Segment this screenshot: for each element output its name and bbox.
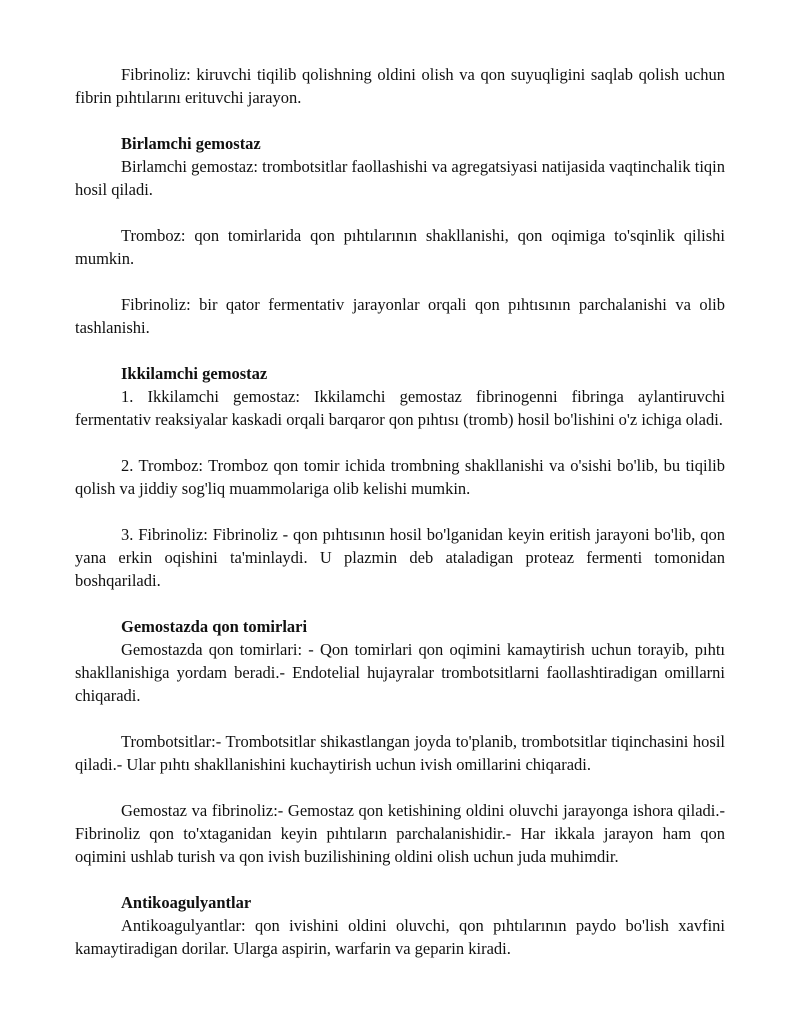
paragraph: Gemostazda qon tomirlari: - Qon tomirlari qon oqimini kamaytirish uchun torayib, pıhtı shakllanishiga yordam beradi.- Endotelial hujayralar trombotsitlarni faollashtiradigan omillarni chiqaradi. — [75, 640, 725, 705]
paragraph: Tromboz: qon tomirlarida qon pıhtılarının shakllanishi, qon oqimiga to'sqinlik qilishi mumkin. — [75, 226, 725, 268]
section-heading: Gemostazda qon tomirlari — [121, 617, 308, 636]
section-heading: Antikoagulyantlar — [121, 893, 252, 912]
section-heading: Ikkilamchi gemostaz — [121, 364, 268, 383]
paragraph: Birlamchi gemostaz: trombotsitlar faollashishi va agregatsiyasi natijasida vaqtinchalik tiqin hosil qiladi. — [75, 157, 725, 199]
paragraph: 1. Ikkilamchi gemostaz: Ikkilamchi gemostaz fibrinogenni fibringa aylantiruvchi fermentativ reaksiyalar kaskadi orqali barqaror qon pıhtısı (tromb) hosil bo'lishini o'z ichiga oladi. — [75, 387, 725, 429]
section-heading: Birlamchi gemostaz — [121, 134, 261, 153]
paragraph: Antikoagulyantlar: qon ivishini oldini oluvchi, qon pıhtılarının paydo bo'lish xavfini kamaytiradigan dorilar. Ularga aspirin, warfarin va geparin kiradi. — [75, 916, 725, 958]
paragraph: Fibrinoliz: kiruvchi tiqilib qolishning oldini olish va qon suyuqligini saqlab qolish uchun fibrin pıhtılarını erituvchi jarayon. — [75, 65, 725, 107]
paragraph: 3. Fibrinoliz: Fibrinoliz - qon pıhtısının hosil bo'lganidan keyin eritish jarayoni bo'lib, qon yana erkin oqishini ta'minlaydi. U plazmin deb ataladigan proteaz fermenti tomonidan boshqariladi. — [75, 525, 725, 590]
paragraph: Fibrinoliz: bir qator fermentativ jarayonlar orqali qon pıhtısının parchalanishi va olib tashlanishi. — [75, 295, 725, 337]
paragraph: Trombotsitlar:- Trombotsitlar shikastlangan joyda to'planib, trombotsitlar tiqinchasini hosil qiladi.- Ular pıhtı shakllanishini kuchaytirish uchun ivish omillarini chiqaradi. — [75, 732, 725, 774]
paragraph: Gemostaz va fibrinoliz:- Gemostaz qon ketishining oldini oluvchi jarayonga ishora qiladi.- Fibrinoliz qon to'xtaganidan keyin pıhtıların parchalanishidir.- Har ikkala jarayon ham qon oqimini ushlab turish va qon ivish buzilishining oldini olish uchun juda muhimdir. — [75, 801, 725, 866]
paragraph: 2. Tromboz: Tromboz qon tomir ichida trombning shakllanishi va o'sishi bo'lib, bu tiqilib qolish va jiddiy sog'liq muammolariga olib kelishi mumkin. — [75, 456, 725, 498]
